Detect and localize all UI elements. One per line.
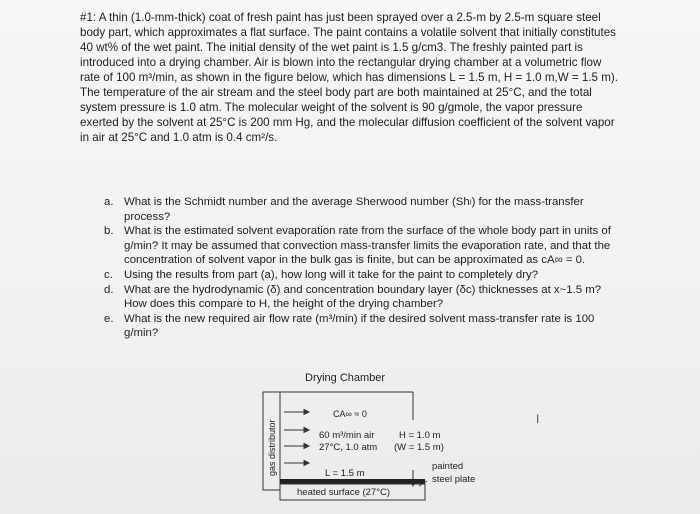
- question-e: [104, 312, 619, 341]
- gas-distributor-label: gas distributor: [267, 419, 277, 476]
- question-letter: e.: [104, 312, 114, 325]
- problem-intro: #1: A thin (1.0-mm-thick) coat of fresh paint has just been sprayed over a 2.5-m by 2.5-m square steel body part, which approximates a flat surface. The paint contains a volatile solvent that initially constitutes 40 wt% of the wet paint. The initial density of the wet paint is 1.5 g/cm3. The freshly painted part is introduced into a drying chamber. Air is blown into the rectangular drying chamber at a volumetric flow rate of 100 m³/min, as shown in the figure below, which has dimensions L = 1.5 m, H = 1.0 m,W = 1.5 m). The temperature of the air stream and the steel body part are both maintained at 25°C, and the total system pressure is 1.0 atm. The molecular weight of the solvent is 90 g/gmole, the vapor pressure exerted by the solvent at 25°C is 200 mm Hg, and the molecular diffusion coefficient of the solvent vapor in air at 25°C and 1.0 atm is 0.4 cm²/s.: [80, 11, 618, 144]
- question-a: [104, 195, 619, 224]
- question-d: [104, 283, 619, 312]
- question-text: What is the new required air flow rate (m³/min) if the desired solvent mass-transfer rate is 100 g/min?: [124, 312, 595, 340]
- height-label: H = 1.0 m: [399, 430, 441, 441]
- question-text: What is the Schmidt number and the average Sherwood number (Shₗ) for the mass-transfer process?: [124, 196, 584, 223]
- question-text: What are the hydrodynamic (δ) and concentration boundary layer (δc) thicknesses at x~1.5 m? How does this compare to H, the height of the drying chamber?: [124, 283, 602, 311]
- question-text: What is the estimated solvent evaporation rate from the surface of the whole body part in units of g/min? It may be assumed that convection mass-transfer limits the evaporation rate, and that the concentration of solvent vapor in the bulk gas is finite, but can be approximated as cA∞ = 0.: [124, 225, 611, 267]
- question-letter: d.: [104, 283, 114, 296]
- question-list: [104, 195, 619, 341]
- question-letter: a.: [104, 196, 114, 208]
- diagram-title: Drying Chamber: [305, 372, 386, 384]
- drying-chamber-diagram: [260, 368, 490, 508]
- concentration-label: CA∞ ≈ 0: [333, 409, 367, 419]
- question-text: Using the results from part (a), how long will it take for the paint to completely dry?: [124, 268, 539, 281]
- painted-label: painted: [432, 461, 464, 472]
- text-cursor-icon: I: [536, 412, 540, 426]
- question-letter: c.: [104, 268, 113, 281]
- width-label: (W = 1.5 m): [394, 442, 444, 453]
- steel-plate: [280, 479, 425, 484]
- question-b: [104, 224, 619, 268]
- steel-plate-label: steel plate: [432, 474, 476, 485]
- length-label: L = 1.5 m: [325, 468, 365, 479]
- flow-arrows: [284, 410, 309, 466]
- conditions-label: 27°C, 1.0 atm: [319, 442, 378, 453]
- flow-label: 60 m³/min air: [319, 430, 375, 441]
- question-letter: b.: [104, 225, 114, 238]
- heated-surface-label: heated surface (27°C): [297, 487, 391, 498]
- question-c: [104, 268, 619, 283]
